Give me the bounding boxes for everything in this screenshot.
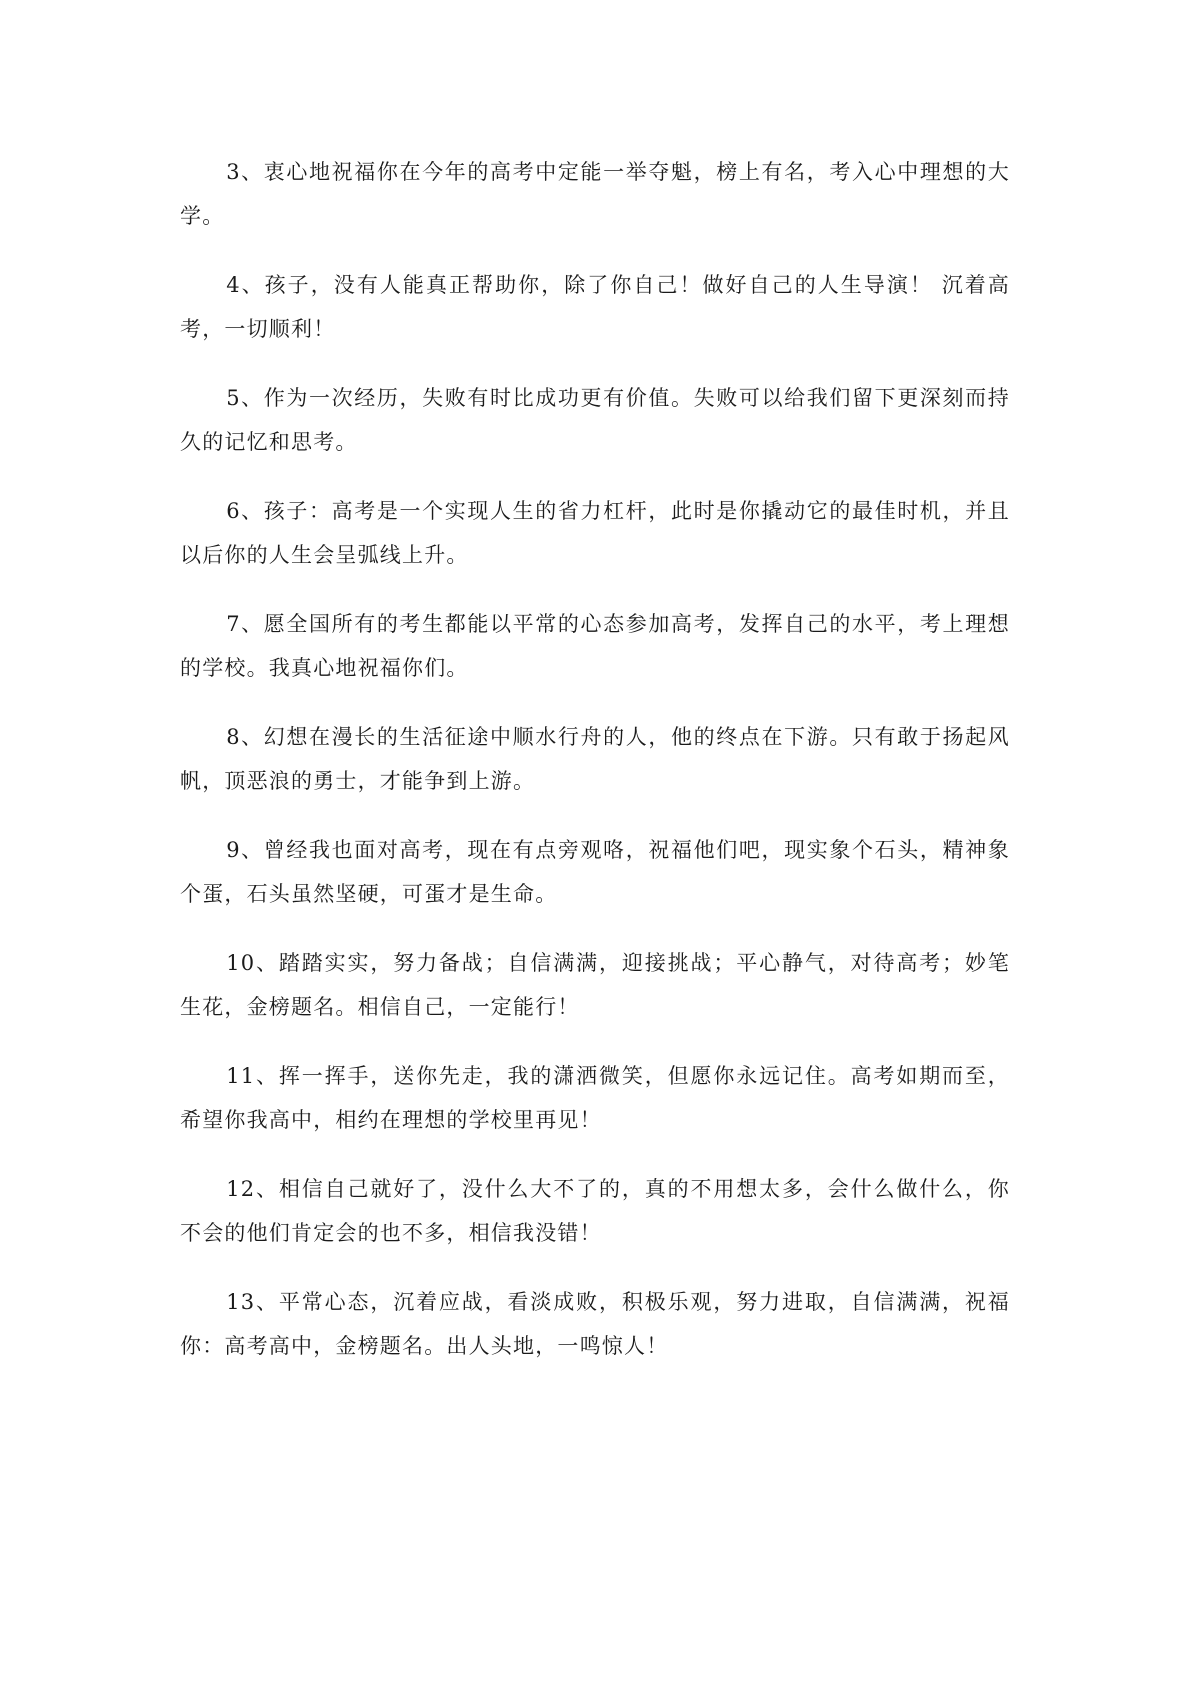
paragraph-6: 6、孩子：高考是一个实现人生的省力杠杆，此时是你撬动它的最佳时机，并且以后你的人生会呈弧线上升。 xyxy=(180,499,1010,567)
paragraph-5: 5、作为一次经历，失败有时比成功更有价值。失败可以给我们留下更深刻而持久的记忆和思考。 xyxy=(180,386,1010,454)
paragraph-3: 3、衷心地祝福你在今年的高考中定能一举夺魁，榜上有名，考入心中理想的大学。 xyxy=(180,160,1010,228)
paragraph-10: 10、踏踏实实，努力备战；自信满满，迎接挑战；平心静气，对待高考；妙笔生花，金榜题名。相信自己，一定能行！ xyxy=(180,951,1010,1019)
paragraph-8: 8、幻想在漫长的生活征途中顺水行舟的人，他的终点在下游。只有敢于扬起风帆，顶恶浪的勇士，才能争到上游。 xyxy=(180,725,1010,793)
paragraph-7: 7、愿全国所有的考生都能以平常的心态参加高考，发挥自己的水平，考上理想的学校。我真心地祝福你们。 xyxy=(180,612,1010,680)
paragraph-11: 11、挥一挥手，送你先走，我的潇洒微笑，但愿你永远记住。高考如期而至，希望你我高中，相约在理想的学校里再见！ xyxy=(180,1064,1010,1132)
document-body xyxy=(180,150,1010,1393)
paragraph-4: 4、孩子，没有人能真正帮助你，除了你自己！做好自己的人生导演！ 沉着高考，一切顺利！ xyxy=(180,273,1010,341)
paragraph-9: 9、曾经我也面对高考，现在有点旁观咯，祝福他们吧，现实象个石头，精神象个蛋，石头虽然坚硬，可蛋才是生命。 xyxy=(180,838,1010,906)
paragraph-13: 13、平常心态，沉着应战，看淡成败，积极乐观，努力进取，自信满满，祝福你：高考高中，金榜题名。出人头地，一鸣惊人！ xyxy=(180,1290,1010,1358)
paragraph-12: 12、相信自己就好了，没什么大不了的，真的不用想太多，会什么做什么，你不会的他们肯定会的也不多，相信我没错！ xyxy=(180,1177,1010,1245)
